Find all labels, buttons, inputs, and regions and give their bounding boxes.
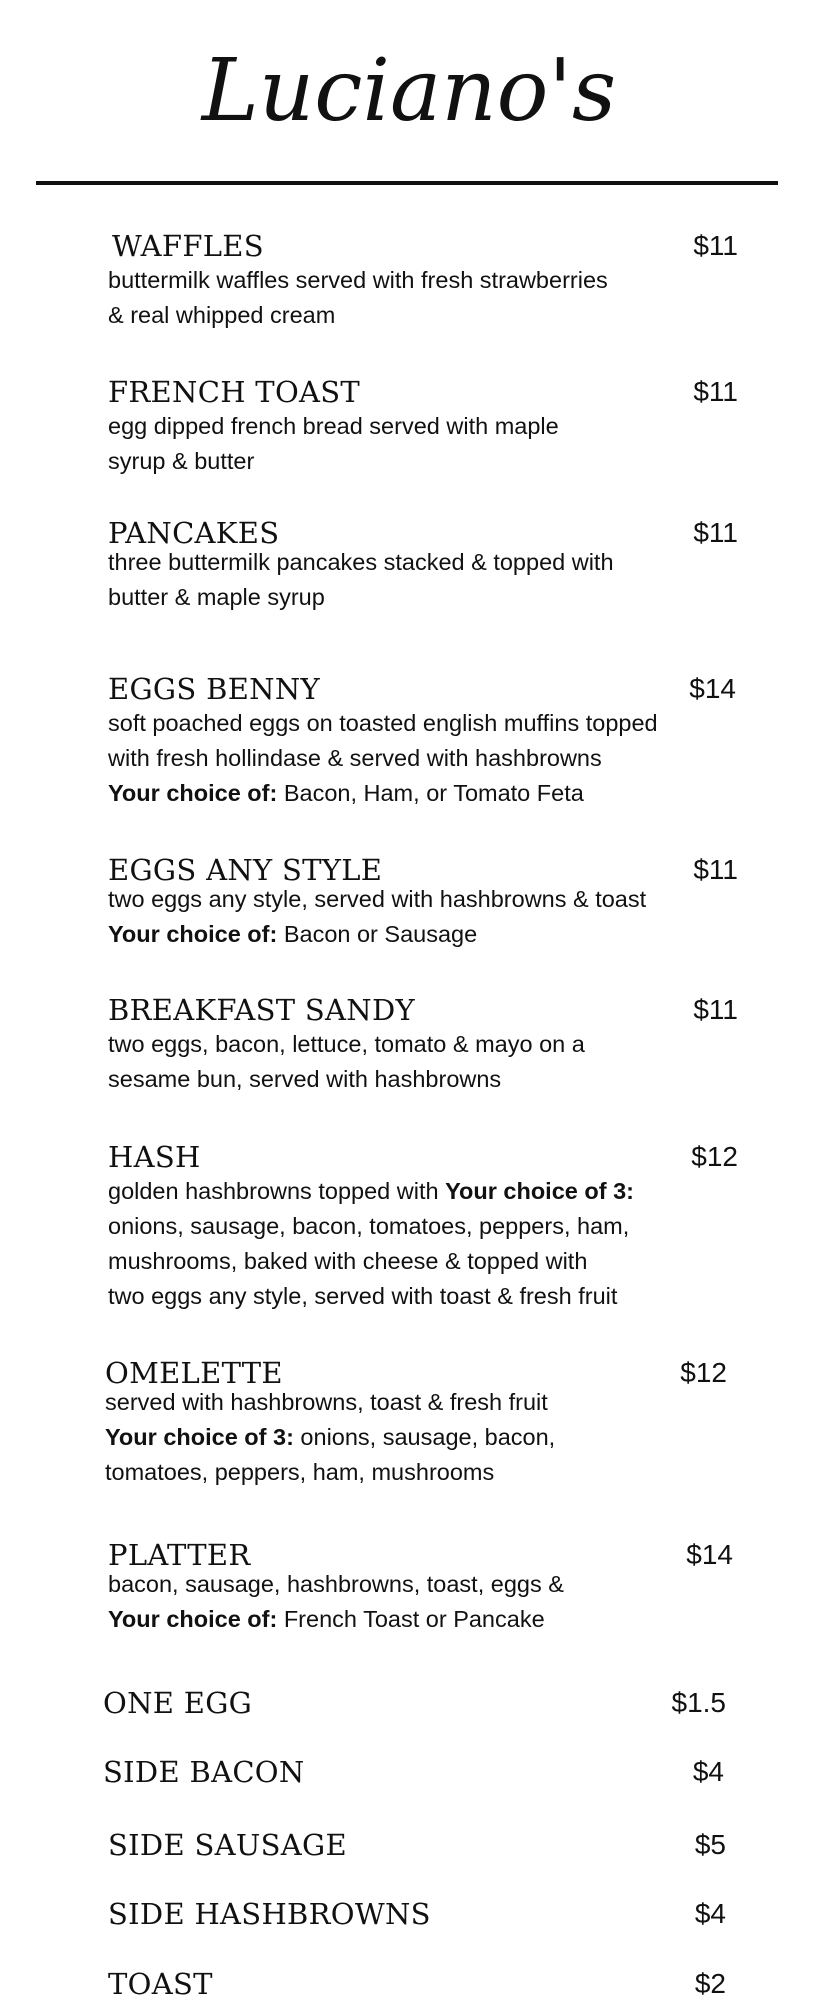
item-price: $4 [694,1898,726,1929]
menu-item-hash [108,1139,738,1314]
item-description: served with hashbrowns, toast & fresh fruit Your choice of 3: onions, sausage, bacon, tomatoes, peppers, ham, mushrooms [105,1389,556,1485]
item-description: buttermilk waffles served with fresh strawberries & real whipped cream [108,267,608,328]
menu-item-eggs-any-style [108,852,738,952]
item-description: golden hashbrowns topped with Your choice of 3: onions, sausage, bacon, tomatoes, peppers, ham, mushrooms, baked with cheese & topped with two eggs any style, served with toast & fresh fruit [108,1178,634,1309]
item-price: $12 [691,1141,738,1172]
item-name: BREAKFAST SANDY [108,993,415,1027]
item-price: $11 [693,517,738,548]
menu-item-side-sausage [108,1827,738,1863]
menu-item-pancakes [108,515,738,615]
item-price: $4 [692,1756,724,1787]
item-name: HASH [108,1140,201,1174]
item-price: $11 [693,854,738,885]
item-description: two eggs, bacon, lettuce, tomato & mayo on a sesame bun, served with hashbrowns [108,1031,585,1092]
item-name: SIDE BACON [103,1755,305,1789]
item-name: TOAST [108,1967,213,2001]
menu-item-breakfast-sandy [108,992,738,1097]
menu-item-side-bacon [103,1754,733,1790]
item-description: egg dipped french bread served with maple syrup & butter [108,413,559,474]
menu-item-side-hashbrowns [108,1896,738,1932]
item-description: three buttermilk pancakes stacked & topped with butter & maple syrup [108,549,614,610]
item-name: ONE EGG [103,1686,253,1720]
menu-item-omelette [105,1355,735,1490]
menu-item-toast [108,1966,738,2002]
header-divider [36,181,778,185]
item-name: SIDE SAUSAGE [108,1828,347,1862]
logo-text: Luciano's [201,41,617,141]
restaurant-logo [0,10,818,170]
item-name: EGGS ANY STYLE [108,853,383,887]
item-name: EGGS BENNY [108,672,320,706]
item-price: $11 [693,230,738,261]
item-name: PANCAKES [108,516,280,550]
menu-item-french-toast [108,374,738,479]
item-name: FRENCH TOAST [108,375,361,409]
item-price: $2 [694,1968,726,1999]
item-name: PLATTER [108,1538,251,1572]
item-price: $12 [680,1357,727,1388]
item-price: $5 [694,1829,726,1860]
item-price: $1.5 [671,1687,726,1718]
item-price: $14 [686,1539,733,1570]
item-price: $11 [693,994,738,1025]
menu-item-one-egg [103,1685,733,1721]
item-description: bacon, sausage, hashbrowns, toast, eggs & Your choice of: French Toast or Pancake [108,1571,564,1632]
menu-item-eggs-benny [108,671,738,811]
item-description: soft poached eggs on toasted english muffins topped with fresh hollindase & served with hashbrowns Your choice of: Bacon, Ham, or Tomato Feta [108,710,658,806]
item-name: SIDE HASHBROWNS [108,1897,431,1931]
item-name: WAFFLES [112,229,264,263]
menu-item-waffles [108,228,738,333]
item-name: OMELETTE [105,1356,283,1390]
menu-item-platter [108,1537,738,1637]
item-description: two eggs any style, served with hashbrowns & toast Your choice of: Bacon or Sausage [108,886,647,947]
item-price: $14 [689,673,736,704]
item-price: $11 [693,376,738,407]
